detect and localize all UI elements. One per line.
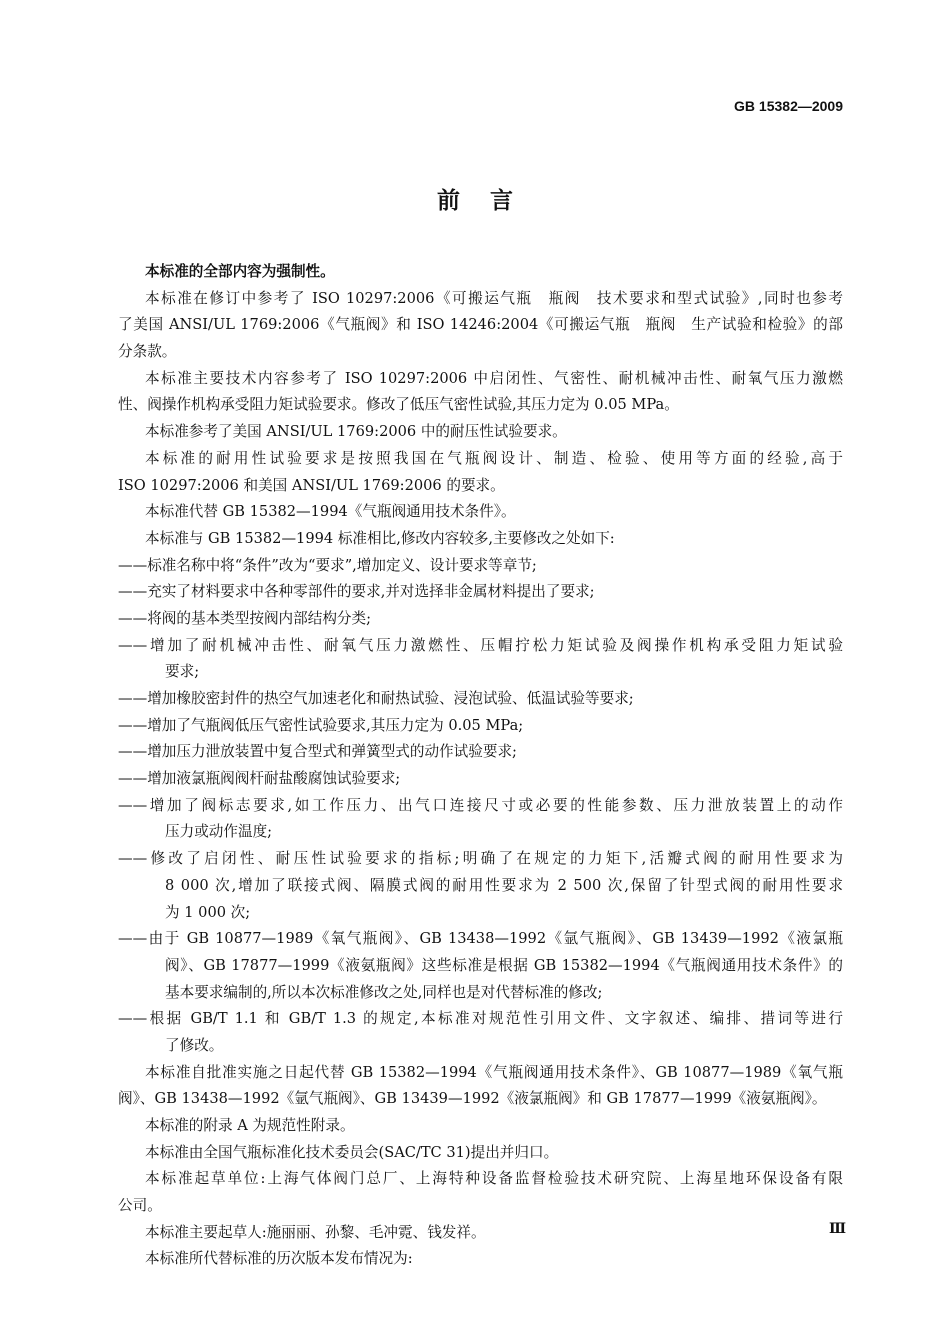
change-list-item (118, 606, 843, 633)
text-line: ISO 10297:2006 和美国 ANSI/UL 1769:2006 的要求。 (118, 476, 505, 494)
change-list-item (118, 766, 843, 793)
text-line: ——增加了耐机械冲击性、耐氧气压力激燃性、压帽拧松力矩试验及阀操作机构承受阻力矩试验 (118, 636, 843, 654)
paragraph (118, 286, 843, 366)
text-line: 本标准参考了美国 ANSI/UL 1769:2006 中的耐压性试验要求。 (145, 423, 567, 441)
page-title: 前言 (437, 188, 543, 214)
text-line: ——增加橡胶密封件的热空气加速老化和耐热试验、浸泡试验、低温试验等要求; (118, 690, 634, 707)
text-line: 本标准主要技术内容参考了 ISO 10297:2006 中启闭性、气密性、耐机械冲击性、耐氧气压力激燃 (145, 369, 843, 387)
text-line: ——增加压力泄放装置中复合型式和弹簧型式的动作试验要求; (118, 743, 517, 761)
change-list-item (118, 713, 843, 740)
text-line: 基本要求编制的,所以本次标准修改之处,同样也是对代替标准的修改; (165, 983, 603, 1001)
text-line: 阀》、GB 13438—1992《氩气瓶阀》、GB 13439—1992《液氯瓶阀》和 GB 17877—1999《液氨瓶阀》。 (118, 1090, 827, 1108)
text-line: ——根据 GB/T 1.1 和 GB/T 1.3 的规定,本标准对规范性引用文件、文字叙述、编排、措词等进行 (118, 1010, 843, 1028)
text-line: 性、阀操作机构承受阻力矩试验要求。修改了低压气密性试验,其压力定为 0.05 MPa。 (118, 396, 679, 414)
text-line: 公司。 (118, 1197, 162, 1215)
text-line: 本标准在修订中参考了 ISO 10297:2006《可搬运气瓶 瓶阀 技术要求和型式试验》,同时也参考 (145, 289, 843, 307)
change-list-item (118, 553, 843, 580)
paragraph (118, 1166, 843, 1219)
change-list-item (118, 633, 843, 686)
paragraph (118, 259, 843, 286)
document-body (118, 259, 843, 1273)
text-line: ——增加了阀标志要求,如工作压力、出气口连接尺寸或必要的性能参数、压力泄放装置上的动作 (118, 796, 843, 814)
text-line: ——增加液氯瓶阀阀杆耐盐酸腐蚀试验要求; (118, 770, 401, 788)
change-list-item (118, 1006, 843, 1059)
text-line: ——充实了材料要求中各种零部件的要求,并对选择非金属材料提出了要求; (118, 583, 595, 601)
text-line: 了修改。 (165, 1036, 224, 1054)
paragraph (118, 526, 843, 553)
text-line: ——将阀的基本类型按阀内部结构分类; (118, 609, 372, 627)
text-line: ——标准名称中将“条件”改为“要求”,增加定义、设计要求等章节; (118, 556, 537, 574)
paragraph (118, 419, 843, 446)
change-list-item (118, 846, 843, 926)
change-list-item (118, 926, 843, 1006)
paragraph (118, 499, 843, 526)
text-line: 本标准的全部内容为强制性。 (145, 263, 335, 280)
text-line: 本标准由全国气瓶标准化技术委员会(SAC/TC 31)提出并归口。 (145, 1143, 559, 1161)
text-line: 本标准自批准实施之日起代替 GB 15382—1994《气瓶阀通用技术条件》、GB 10877—1989《氧气瓶 (145, 1063, 843, 1081)
paragraph (118, 1220, 843, 1247)
paragraph (118, 1246, 843, 1273)
paragraph (118, 1060, 843, 1113)
text-line: 本标准起草单位:上海气体阀门总厂、上海特种设备监督检验技术研究院、上海星地环保设备有限 (145, 1170, 843, 1188)
text-line: ——修改了启闭性、耐压性试验要求的指标;明确了在规定的力矩下,活瓣式阀的耐用性要求为 (118, 850, 843, 868)
paragraph (118, 1140, 843, 1167)
change-list-item (118, 793, 843, 846)
standard-number-header: GB 15382—2009 (734, 98, 843, 114)
change-list-item (118, 686, 843, 713)
paragraph (118, 1113, 843, 1140)
text-line: 分条款。 (118, 343, 177, 361)
text-line: 本标准所代替标准的历次版本发布情况为: (145, 1250, 413, 1268)
text-line: 本标准主要起草人:施丽丽、孙黎、毛冲霓、钱发祥。 (145, 1223, 486, 1241)
text-line: 本标准的附录 A 为规范性附录。 (145, 1117, 355, 1134)
change-list-item (118, 739, 843, 766)
text-line: 为 1 000 次; (165, 903, 251, 921)
text-line: 8 000 次,增加了联接式阀、隔膜式阀的耐用性要求为 2 500 次,保留了针型式阀的耐用性要求 (165, 876, 843, 894)
text-line: 阀》、GB 17877—1999《液氨瓶阀》这些标准是根据 GB 15382—1994《气瓶阀通用技术条件》的 (165, 956, 843, 974)
text-line: 本标准的耐用性试验要求是按照我国在气瓶阀设计、制造、检验、使用等方面的经验,高于 (145, 449, 843, 467)
text-line: ——由于 GB 10877—1989《氧气瓶阀》、GB 13438—1992《氩气瓶阀》、GB 13439—1992《液氯瓶 (118, 930, 843, 948)
text-line: 本标准代替 GB 15382—1994《气瓶阀通用技术条件》。 (145, 503, 516, 521)
text-line: 了美国 ANSI/UL 1769:2006《气瓶阀》和 ISO 14246:2004《可搬运气瓶 瓶阀 生产试验和检验》的部 (118, 316, 843, 334)
paragraph (118, 366, 843, 419)
change-list-item (118, 579, 843, 606)
paragraph (118, 446, 843, 499)
text-line: 要求; (165, 663, 200, 681)
page-number: Ⅲ (829, 1221, 847, 1237)
text-line: 本标准与 GB 15382—1994 标准相比,修改内容较多,主要修改之处如下: (145, 529, 615, 547)
text-line: 压力或动作温度; (165, 823, 273, 841)
text-line: ——增加了气瓶阀低压气密性试验要求,其压力定为 0.05 MPa; (118, 716, 524, 734)
